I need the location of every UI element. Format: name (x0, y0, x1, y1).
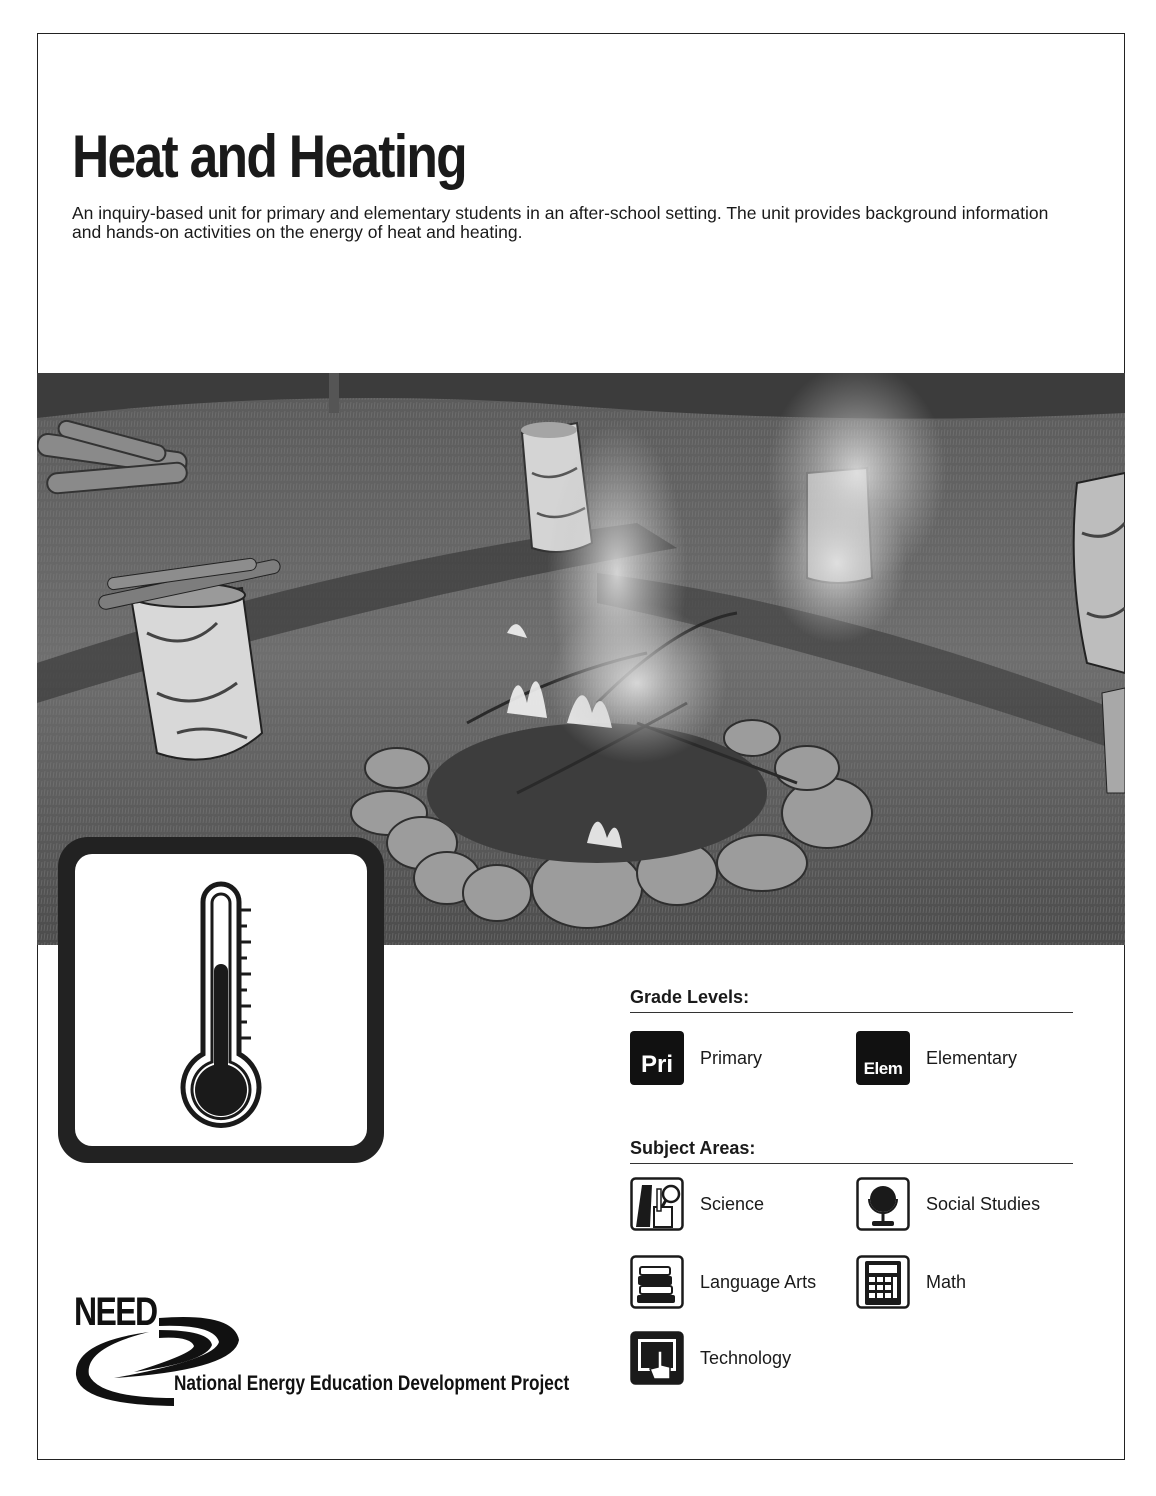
books-icon (630, 1255, 684, 1309)
cover-icon-frame (58, 837, 384, 1163)
subject-science-label: Science (700, 1193, 765, 1214)
primary-badge-icon: Pri (630, 1031, 684, 1085)
subject-technology-label: Technology (700, 1347, 792, 1368)
subject-language-arts-label: Language Arts (700, 1271, 817, 1292)
subject-science (630, 1177, 764, 1231)
tablet-touch-icon (630, 1331, 684, 1385)
need-logo-wordmark: NEED (74, 1290, 157, 1334)
page-title: Heat and Heating (72, 123, 466, 190)
subject-social-studies (856, 1177, 1040, 1231)
page-subtitle: An inquiry-based unit for primary and elementary students in an after-school setting. The unit provides background information and hands-on activities on the energy of heat and heating. (72, 203, 1049, 242)
subject-technology (630, 1331, 791, 1385)
subject-math-label: Math (926, 1271, 967, 1292)
subject-areas-heading: Subject Areas: (630, 1138, 1073, 1164)
grade-primary (630, 1031, 762, 1085)
globe-icon (856, 1177, 910, 1231)
grade-levels-heading: Grade Levels: (630, 987, 1073, 1013)
science-icon (630, 1177, 684, 1231)
need-logo-tagline: National Energy Education Development Project (174, 1372, 570, 1395)
grade-elementary (856, 1031, 1017, 1085)
subject-social-studies-label: Social Studies (926, 1193, 1041, 1214)
thermometer-icon (75, 854, 367, 1146)
subject-math (856, 1255, 966, 1309)
grade-primary-label: Primary (700, 1047, 762, 1068)
grade-elementary-label: Elementary (926, 1047, 1018, 1068)
calculator-icon (856, 1255, 910, 1309)
subject-language-arts (630, 1255, 816, 1309)
elementary-badge-icon: Elem (856, 1031, 910, 1085)
need-logo (74, 1290, 570, 1410)
